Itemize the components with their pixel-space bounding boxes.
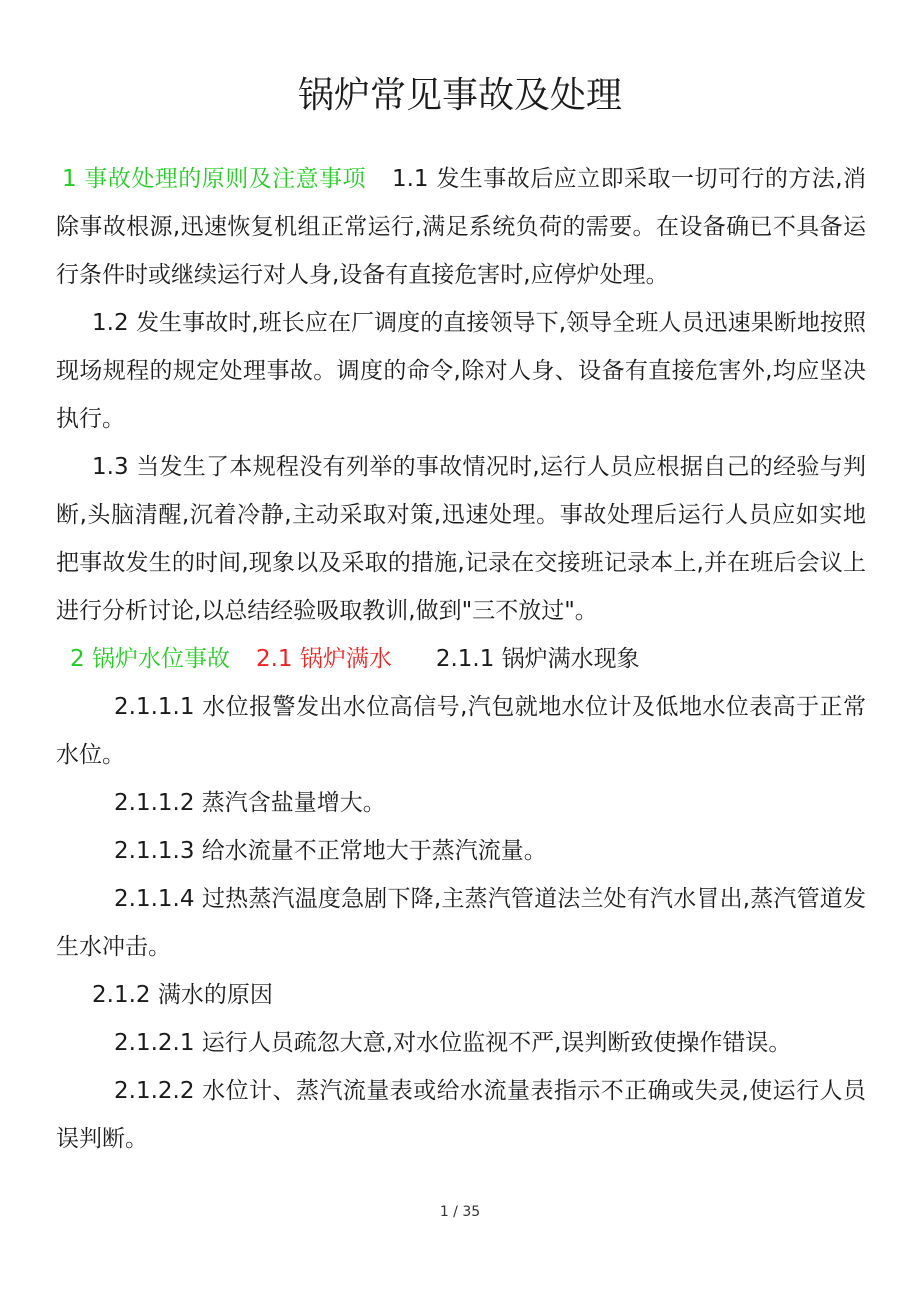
paragraph-2-1-1-4: 2.1.1.4 过热蒸汽温度急剧下降,主蒸汽管道法兰处有汽水冒出,蒸汽管道发生水冲击。 — [56, 886, 866, 960]
section-2-1-heading: 2.1 锅炉满水 — [255, 646, 392, 672]
paragraph-2-1-2-2: 2.1.2.2 水位计、蒸汽流量表或给水流量表指示不正确或失灵,使运行人员误判断。 — [56, 1078, 866, 1152]
section-1-1-text: 1.1 发生事故后应立即采取一切可行的方法,消除事故根源,迅速恢复机组正常运行,满足系统负荷的需要。在设备确已不具备运行条件时或继续运行对人身,设备有直接危害时,应停炉处理。 — [56, 166, 866, 288]
paragraph-2-1-2-heading: 2.1.2 满水的原因 — [92, 982, 273, 1008]
paragraph-2-1-1-2: 2.1.1.2 蒸汽含盐量增大。 — [114, 790, 386, 816]
paragraph-2-heading — [56, 635, 866, 683]
document-title: 锅炉常见事故及处理 — [297, 75, 622, 116]
paragraph-2-1-1-3: 2.1.1.3 给水流量不正常地大于蒸汽流量。 — [114, 838, 547, 864]
paragraph-1-3: 1.3 当发生了本规程没有列举的事故情况时,运行人员应根据自己的经验与判断,头脑清醒,沉着冷静,主动采取对策,迅速处理。事故处理后运行人员应如实地把事故发生的时间,现象以及采取的措施,记录在交接班记录本上,并在班后会议上进行分析讨论,以总结经验吸取教训,做到"三不放过"。 — [56, 454, 866, 624]
paragraph-2-1-2-1: 2.1.2.1 运行人员疏忽大意,对水位监视不严,误判断致使操作错误。 — [114, 1030, 792, 1056]
page-indicator: 1 / 35 — [439, 1204, 481, 1220]
section-1-heading: 1 事故处理的原则及注意事项 — [62, 166, 366, 192]
paragraph-2-1-1-1: 2.1.1.1 水位报警发出水位高信号,汽包就地水位计及低地水位表高于正常水位。 — [56, 694, 866, 768]
section-2-1-1-heading: 2.1.1 锅炉满水现象 — [435, 646, 640, 672]
section-2-heading: 2 锅炉水位事故 — [70, 646, 230, 672]
paragraph-1-2: 1.2 发生事故时,班长应在厂调度的直接领导下,领导全班人员迅速果断地按照现场规程的规定处理事故。调度的命令,除对人身、设备有直接危害外,均应坚决执行。 — [56, 310, 866, 432]
document-body — [56, 155, 866, 1163]
paragraph-1-1 — [56, 155, 866, 299]
